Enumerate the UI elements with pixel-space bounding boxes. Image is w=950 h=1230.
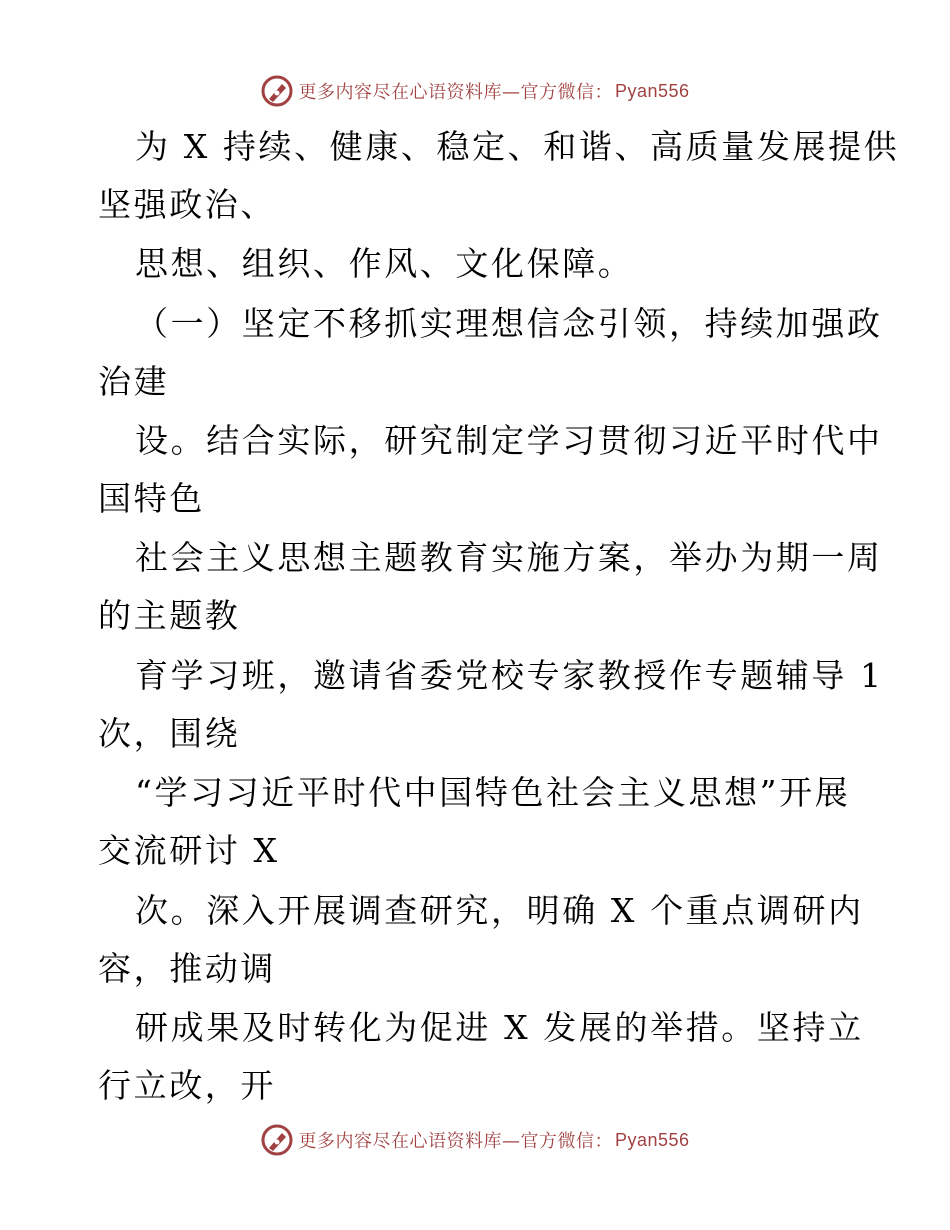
pen-nib-logo-icon: [260, 1123, 294, 1157]
body-line: 坚强政治、: [98, 185, 276, 224]
footer-banner-text: 更多内容尽在心语资料库—官方微信：: [298, 1131, 613, 1152]
body-line: “学习习近平时代中国特色社会主义思想”开展: [135, 773, 851, 812]
body-line: 思想、组织、作风、文化保障。: [135, 244, 634, 283]
body-line: 次。深入开展调查研究，明确 X 个重点调研内: [135, 891, 864, 930]
body-line: 育学习班，邀请省委党校专家教授作专题辅导 1: [135, 656, 884, 695]
body-line: 为 X 持续、健康、稳定、和谐、高质量发展提供: [135, 127, 900, 166]
body-line: 交流研讨 X: [98, 831, 280, 870]
body-line: 设。结合实际，研究制定学习贯彻习近平时代中: [135, 421, 883, 460]
body-line: 容，推动调: [98, 949, 276, 988]
footer-banner-handle: Pyan556: [614, 1129, 690, 1150]
footer-watermark-banner: [0, 1120, 950, 1160]
body-line: 研成果及时转化为促进 X 发展的举措。坚持立: [135, 1008, 864, 1047]
body-line: （一）坚定不移抓实理想信念引领，持续加强政: [135, 304, 883, 343]
header-watermark-banner: [0, 71, 950, 111]
pen-nib-logo-icon: [260, 74, 294, 108]
body-line: 国特色: [98, 479, 205, 518]
header-banner-handle: Pyan556: [614, 80, 690, 101]
body-line: 次，围绕: [98, 714, 241, 753]
body-line: 治建: [98, 362, 170, 401]
header-banner-text: 更多内容尽在心语资料库—官方微信：: [298, 82, 613, 103]
body-line: 的主题教: [98, 596, 241, 635]
body-line: 行立改，开: [98, 1066, 276, 1105]
body-line: 社会主义思想主题教育实施方案，举办为期一周: [135, 538, 883, 577]
